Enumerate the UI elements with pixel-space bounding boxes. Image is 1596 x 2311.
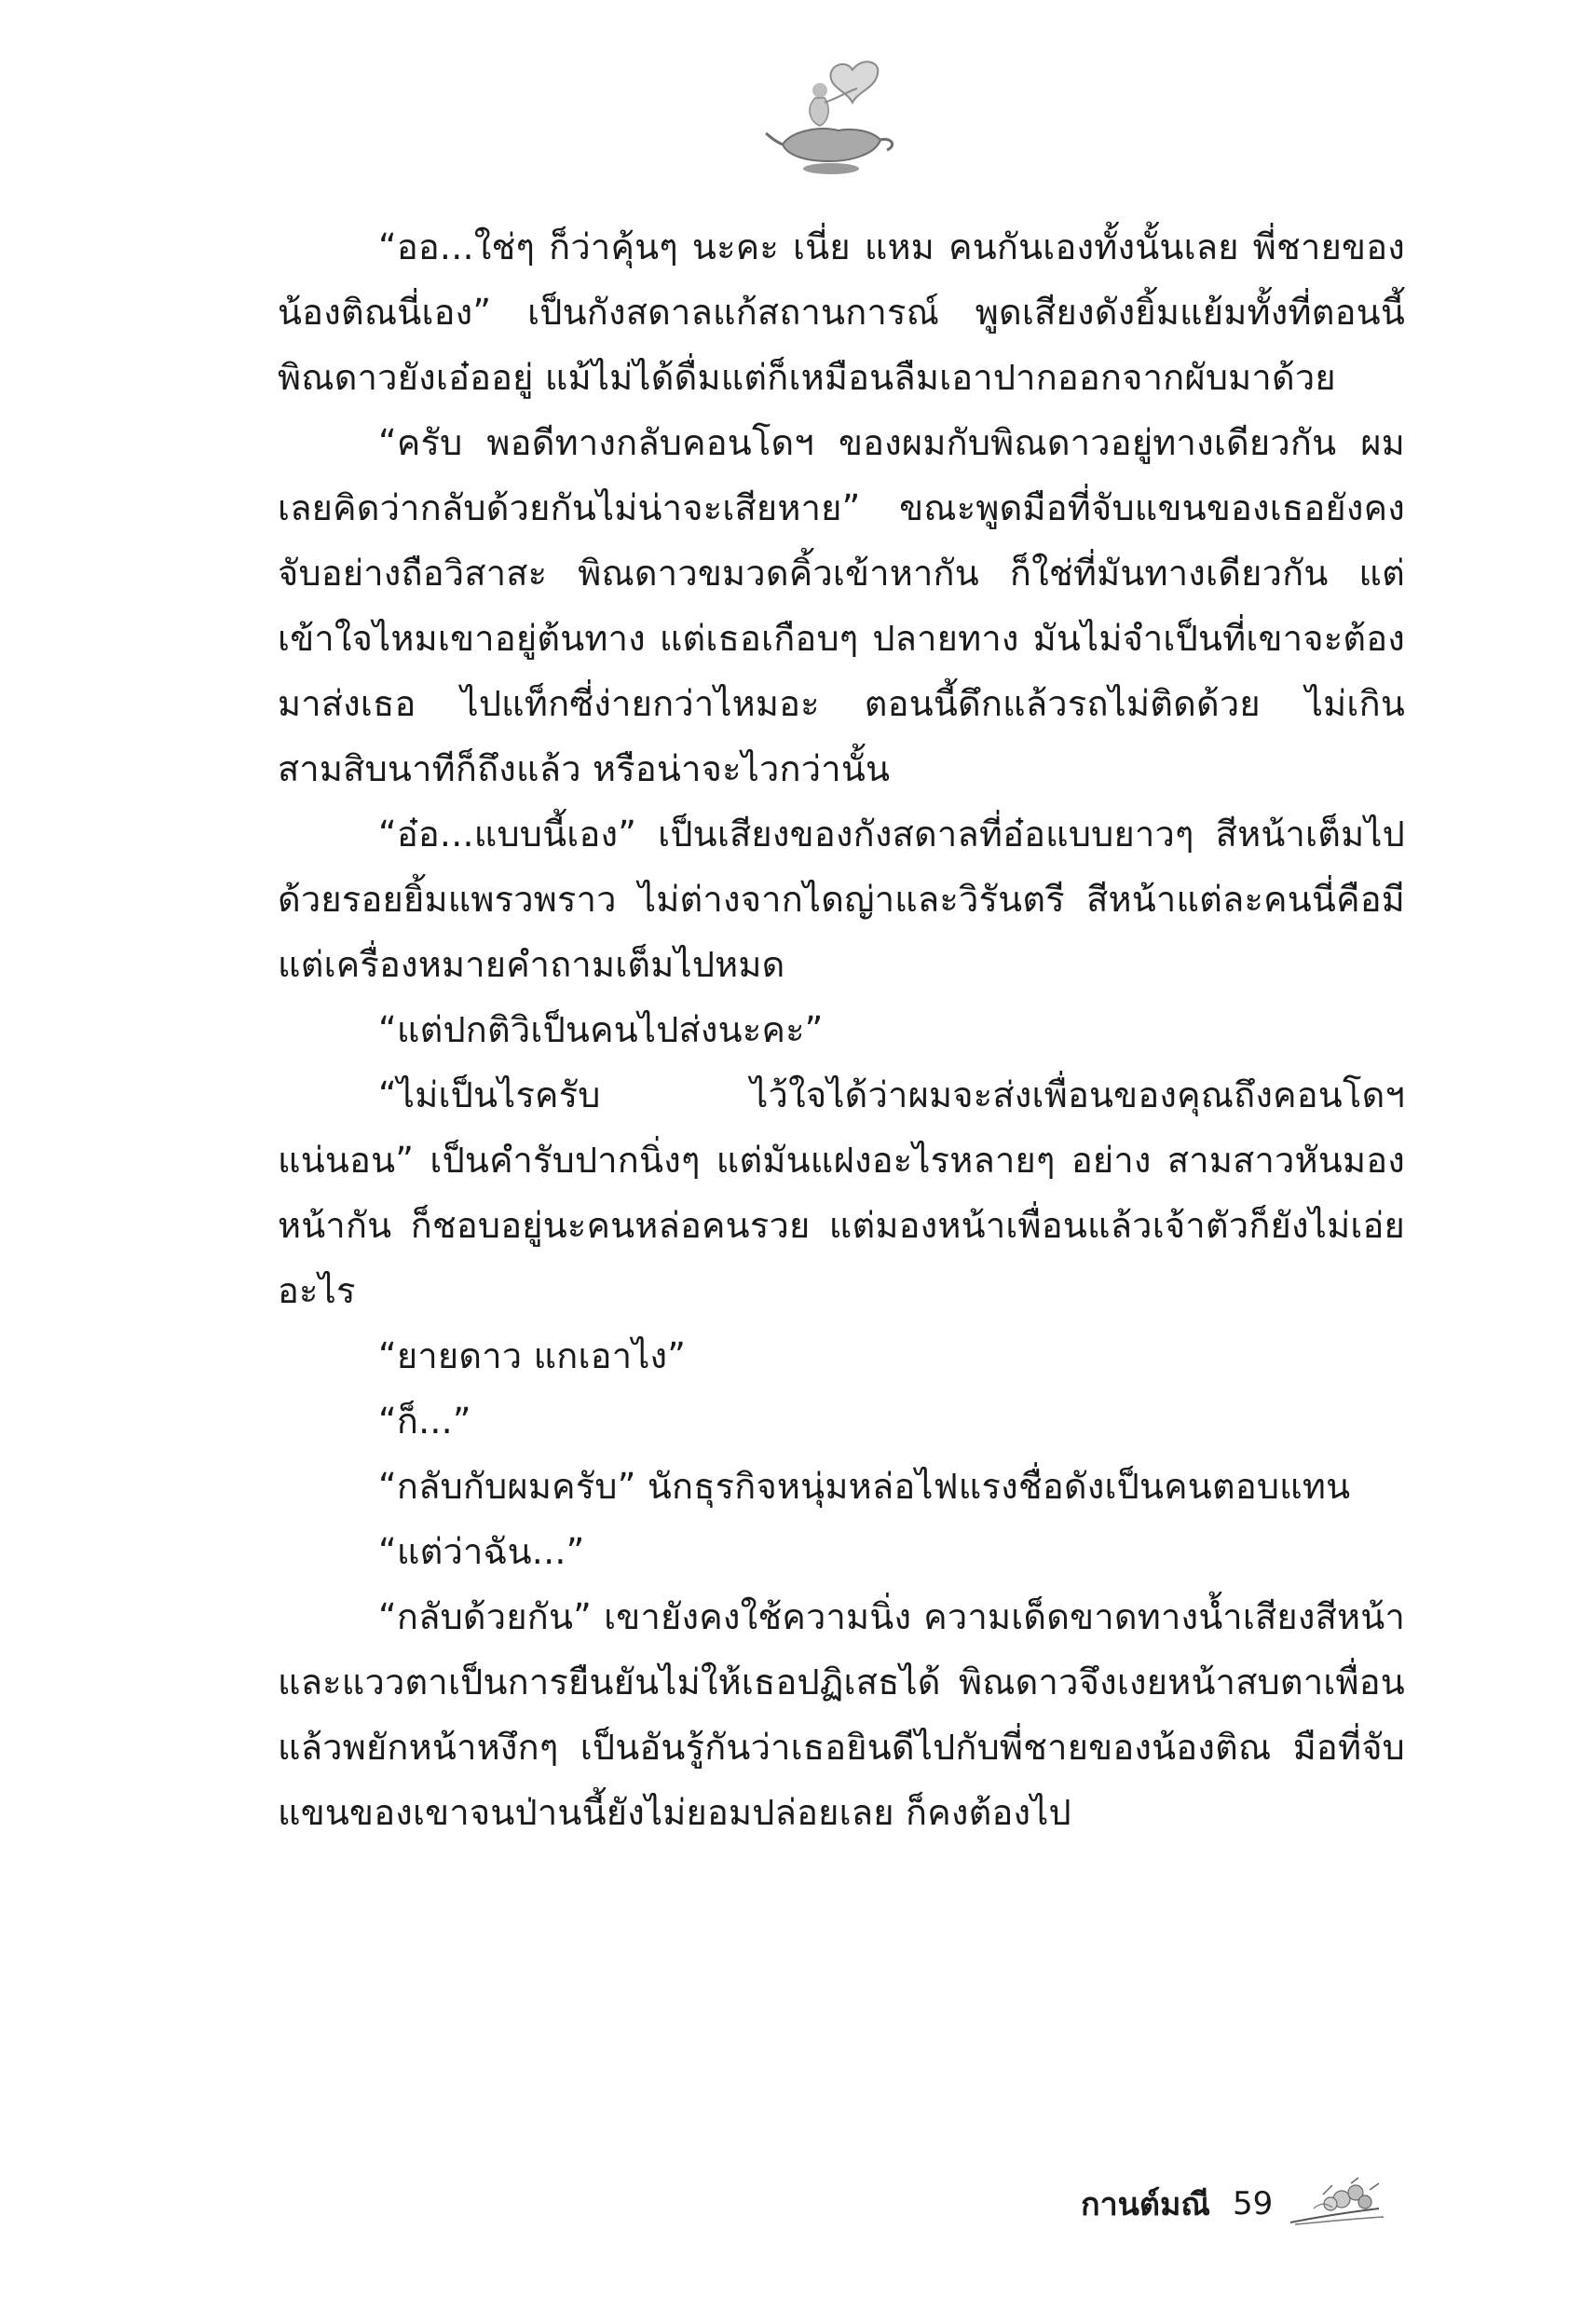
paragraph: “ออ...ใช่ๆ ก็ว่าคุ้นๆ นะคะ เนี่ย แหม คนกันเองทั้งนั้นเลย พี่ชายของน้องติณนี่เอง” เป็นกังสดาลแก้สถานการณ์ พูดเสียงดังยิ้มแย้มทั้งที่ตอนนี้พิณดาวยังเอ๋ออยู่ แม้ไม่ได้ดื่มแต่ก็เหมือนลืมเอาปากออกจากผับมาด้วย (278, 226, 1405, 398)
book-title: กานต์มณี (1081, 2186, 1210, 2223)
paragraph: “กลับด้วยกัน” เขายังคงใช้ความนิ่ง ความเด็ดขาดทางน้ำเสียงสีหน้าและแววตาเป็นการยืนยันไม่ให้เธอปฏิเสธได้ พิณดาวจึงเงยหน้าสบตาเพื่อนแล้วพยักหน้าหงึกๆ เป็นอันรู้กันว่าเธอยินดีไปกับพี่ชายของน้องติณ มือที่จับแขนของเขาจนป่านนี้ยังไม่ยอมปล่อยเลย ก็คงต้องไป (278, 1596, 1405, 1833)
paragraph: “แต่ปกติวิเป็นคนไปส่งนะคะ” (378, 1009, 824, 1050)
paragraph: “ครับ พอดีทางกลับคอนโดฯ ของผมกับพิณดาวอยู่ทางเดียวกัน ผมเลยคิดว่ากลับด้วยกันไม่น่าจะเสียหาย” ขณะพูดมือที่จับแขนของเธอยังคงจับอย่างถือวิสาสะ พิณดาวขมวดคิ้วเข้าหากัน ก็ใช่ที่มันทางเดียวกัน แต่เข้าใจไหมเขาอยู่ต้นทาง แต่เธอเกือบๆ ปลายทาง มันไม่จำเป็นที่เขาจะต้องมาส่งเธอ ไปแท็กซี่ง่ายกว่าไหมอะ ตอนนี้ดึกแล้วรถไม่ติดด้วย ไม่เกินสามสิบนาทีก็ถึงแล้ว หรือน่าจะไวกว่านั้น (278, 422, 1405, 789)
flower-bouquet-icon (1286, 2176, 1388, 2232)
page-body (278, 214, 1405, 1845)
paragraph: “ก็...” (378, 1401, 471, 1442)
paragraph: “อ๋อ...แบบนี้เอง” เป็นเสียงของกังสดาลที่อ๋อแบบยาวๆ สีหน้าเต็มไปด้วยรอยยิ้มแพรวพราว ไม่ต่างจากไดญ่าและวิรันตรี สีหน้าแต่ละคนนี่คือมีแต่เครื่องหมายคำถามเต็มไปหมด (278, 814, 1405, 985)
paragraph: “แต่ว่าฉัน...” (378, 1531, 585, 1572)
paragraph: “ยายดาว แกเอาไง” (378, 1335, 687, 1376)
paragraph: “กลับกับผมครับ” นักธุรกิจหนุ่มหล่อไฟแรงชื่อดังเป็นคนตอบแทน (378, 1466, 1351, 1507)
paragraph: “ไม่เป็นไรครับ ไว้ใจได้ว่าผมจะส่งเพื่อนของคุณถึงคอนโดฯ แน่นอน” เป็นคำรับปากนิ่งๆ แต่มันแฝงอะไรหลายๆ อย่าง สามสาวหันมองหน้ากัน ก็ชอบอยู่นะคนหล่อคนรวย แต่มองหน้าเพื่อนแล้วเจ้าตัวก็ยังไม่เอ่ยอะไร (278, 1074, 1405, 1311)
page-number: 59 (1232, 2185, 1274, 2222)
lamp-with-heart-ornament-icon (764, 51, 904, 191)
page-footer (1081, 2171, 1453, 2236)
